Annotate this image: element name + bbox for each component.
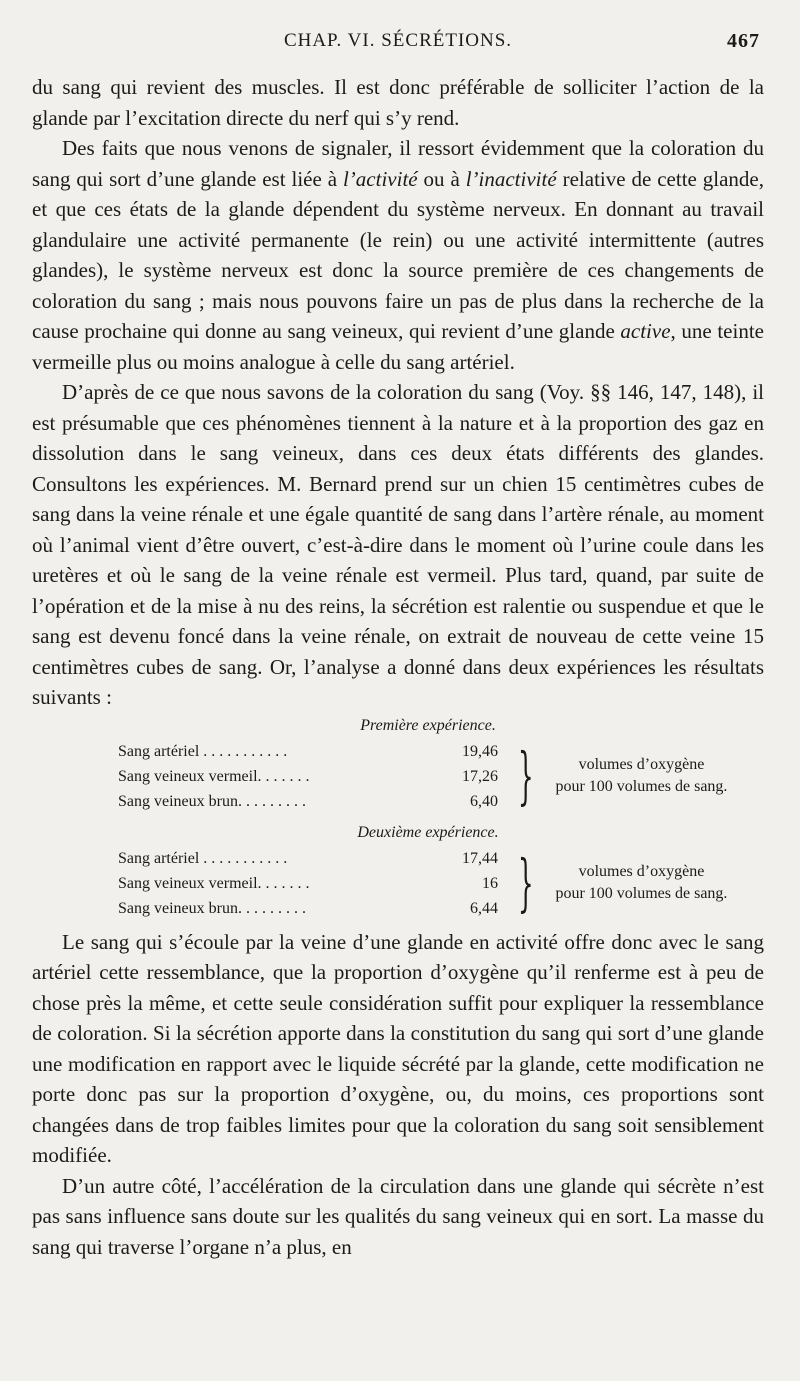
row-value: 17,44 xyxy=(462,849,498,867)
experiment-title: Première expérience. xyxy=(360,716,496,734)
row-label: Sang veineux brun. . . . . . . . . xyxy=(118,899,306,917)
experiment-note xyxy=(555,754,727,798)
text-run: Le sang qui s’écoule par la veine d’une glande en activité offre donc avec le sang artériel cette ressemblance, que la proportion d’oxygène qu’il renferme est à peu de chose près la même, et cette seule considération suffit pour expliquer la ressemblance de coloration. Si la sécrétion apporte dans la constitution du sang qui sort d’une glande une modification en rapport avec le liquide sécrété par la glande, cette modification ne porte donc pas sur la proportion d’oxygène, ou, du moins, ces proportions sont changées dans de trop faibles limites pour que la coloration du sang soit sensiblement modifiée. xyxy=(32,929,764,1167)
text-run: Des faits que nous venons de signaler, il ressort évidemment que la coloration du sang qui sort d’une glande est liée à xyxy=(32,136,764,191)
paragraph xyxy=(32,927,764,1171)
table-row xyxy=(118,871,498,896)
table-row xyxy=(118,764,498,789)
note-line: volumes d’oxygène xyxy=(578,756,705,773)
row-value: 17,26 xyxy=(462,767,498,785)
text-run: ou à xyxy=(417,166,466,191)
row-label: Sang veineux vermeil. . . . . . . xyxy=(118,767,310,785)
row-label: Sang veineux brun. . . . . . . . . xyxy=(118,792,306,810)
text-run: relative de cette glande, et que ces états de la glande dépendent du système nerveux. En donnant au travail glandulaire une activité permanente (le rein) ou une activité intermittente (autres glandes), le système nerveux est donc la source première de ces changements de coloration du sang ; mais nous pouvons faire un pas de plus dans la recherche de la cause prochaine qui donne au sang veineux, qui revient d’une glande xyxy=(32,166,765,343)
row-label: Sang veineux vermeil. . . . . . . xyxy=(118,874,310,892)
paragraph xyxy=(32,377,764,713)
main-text xyxy=(32,72,764,1262)
experiment-block xyxy=(118,739,738,814)
experiments-table xyxy=(32,717,764,927)
row-value: 19,46 xyxy=(462,742,498,760)
chapter-title: CHAP. VI. SÉCRÉTIONS. xyxy=(283,30,513,51)
italic-text: l’inactivité xyxy=(465,166,557,191)
paragraph xyxy=(32,72,764,133)
text-run: D’un autre côté, l’accélération de la circulation dans une glande qui sécrète n’est pas sans influence sans doute sur les qualités du sang veineux qui en sort. La masse du sang qui traverse l’organe n’a plus, en xyxy=(32,1173,764,1259)
running-header xyxy=(32,30,764,58)
note-line: pour 100 volumes de sang. xyxy=(555,778,728,795)
page-number: 467 xyxy=(727,30,760,52)
italic-text: active xyxy=(620,319,671,343)
experiment-block xyxy=(118,846,738,921)
paragraphs-after-table xyxy=(32,927,764,1263)
text-run: du sang qui revient des muscles. Il est donc préférable de solliciter l’action de la glande par l’excitation directe du nerf qui s’y rend. xyxy=(32,75,764,130)
italic-text: l’activité xyxy=(342,166,418,191)
experiment-note xyxy=(555,861,727,905)
text-run: D’après de ce que nous savons de la coloration du sang (Voy. §§ 146, 147, 148), il est présumable que ces phénomènes tiennent à la nature et à la proportion des gaz en dissolution dans le sang veineux, dans ces deux états différents des glandes. Consultons les expériences. M. Bernard prend sur un chien 15 centimètres cubes de sang dans la veine rénale et une égale quantité de sang dans l’artère rénale, au moment où l’animal vient d’être ouvert, c’est-à-dire dans le moment où l’urine coule dans les uretères et où le sang de la veine rénale est vermeil. Plus tard, quand, par suite de l’opération et de la mise à nu des reins, la sécrétion est ralentie ou suspendue et que le sang est devenu foncé dans la veine rénale, on extrait de nouveau de cette veine 15 centimètres cubes de sang. Or, l’analyse a donné dans deux expériences les résultats suivants : xyxy=(32,380,764,709)
table-row xyxy=(118,789,498,814)
row-value: 6,40 xyxy=(470,792,498,810)
row-label: Sang artériel . . . . . . . . . . . xyxy=(118,742,288,760)
experiment-title: Deuxième expérience. xyxy=(357,823,499,841)
note-line: volumes d’oxygène xyxy=(578,863,705,880)
experiment-rows xyxy=(118,739,498,814)
row-label: Sang artériel . . . . . . . . . . . xyxy=(118,849,288,867)
table-row xyxy=(118,846,498,871)
row-value: 6,44 xyxy=(470,899,498,917)
note-line: pour 100 volumes de sang. xyxy=(555,885,728,902)
row-value: 16 xyxy=(482,874,498,892)
right-brace-icon: } xyxy=(517,739,534,812)
table-row xyxy=(118,896,498,921)
paragraph xyxy=(32,1171,764,1263)
experiment-rows xyxy=(118,846,498,921)
spacer xyxy=(32,814,764,820)
text-run: , une teinte vermeille plus ou moins analogue à celle du sang artériel. xyxy=(32,319,764,374)
paragraphs-before-table xyxy=(32,72,764,713)
table-row xyxy=(118,739,498,764)
paragraph xyxy=(32,133,764,377)
right-brace-icon: } xyxy=(517,846,534,919)
